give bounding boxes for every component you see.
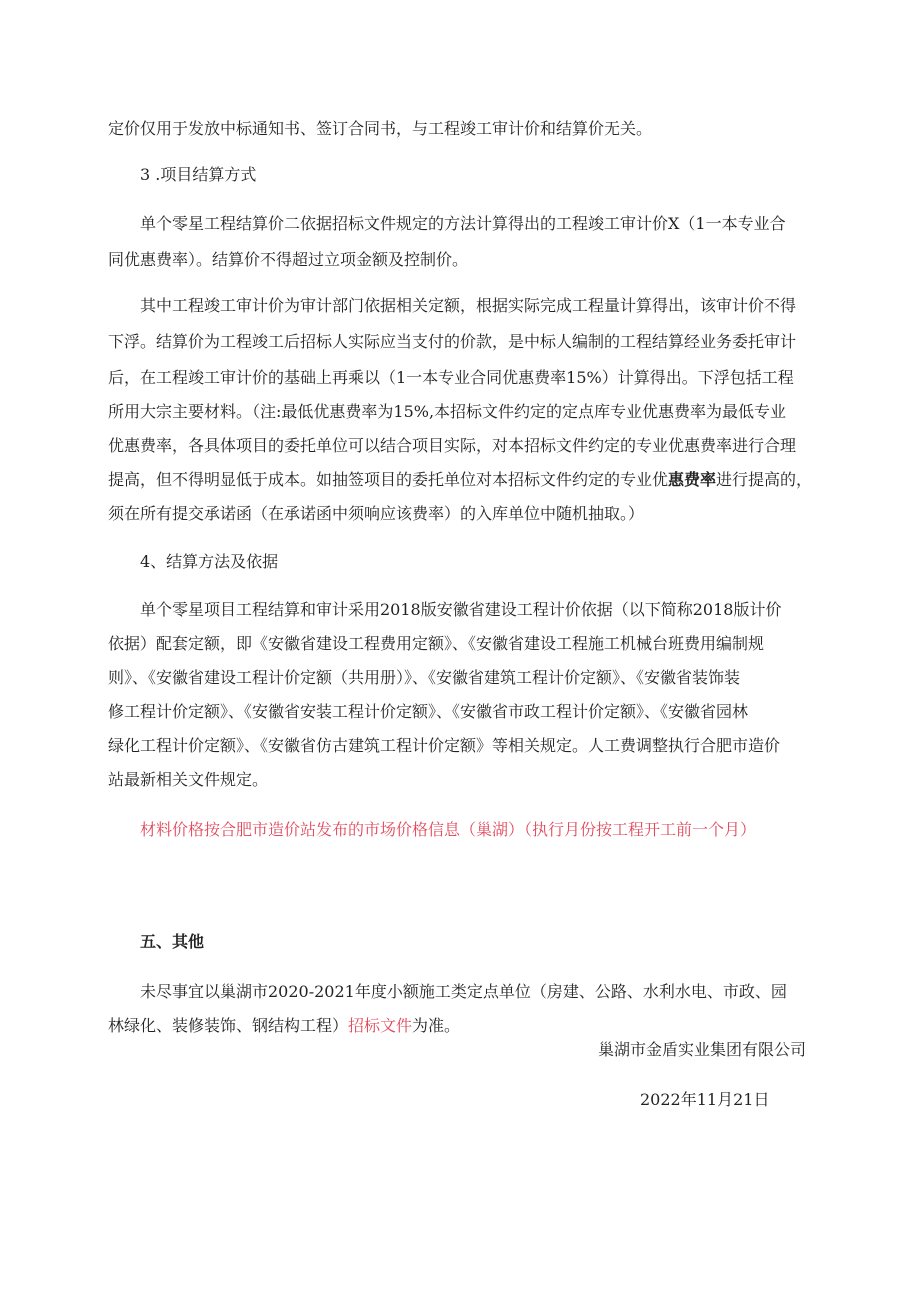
paragraph-line: 绿化工程计价定额》、《安徽省仿古建筑工程计价定额》等相关规定。人工费调整执行合肥市造价 (108, 736, 781, 755)
paragraph-line: 所用大宗主要材料。（注:最低优惠费率为15%,本招标文件约定的定点库专业优惠费率为最低专业 (108, 402, 787, 421)
paragraph-line (108, 470, 828, 490)
paragraph-line: 后，在工程竣工审计价的基础上再乘以（1一本专业合同优惠费率15%）计算得出。下浮包括工程 (108, 368, 794, 387)
section-heading-5: 五、其他 (140, 932, 205, 951)
paragraph-line: 下浮。结算价为工程竣工后招标人实际应当支付的价款，是中标人编制的工程结算经业务委托审计 (108, 332, 797, 351)
paragraph-line: 未尽事宜以巢湖市2020-2021年度小额施工类定点单位（房建、公路、水利水电、市政、园 (140, 982, 787, 1001)
paragraph-line: 须在所有提交承诺函（在承诺函中须响应该费率）的入库单位中随机抽取。） (108, 504, 645, 523)
signature-date: 2022年11月21日 (640, 1090, 770, 1109)
paragraph-line: 其中工程竣工审计价为审计部门依据相关定额，根据实际完成工程量计算得出，该审计价不得 (140, 296, 797, 315)
text-run: 为准。 (412, 1016, 461, 1035)
paragraph-line (108, 1016, 828, 1036)
paragraph-line: 单个零星工程结算价二依据招标文件规定的方法计算得出的工程竣工审计价X（1一本专业合 (140, 214, 786, 233)
text-run: 林绿化、装修装饰、钢结构工程） (108, 1016, 349, 1035)
paragraph-line: 站最新相关文件规定。 (108, 770, 269, 789)
section-heading-3: 3 .项目结算方式 (140, 165, 257, 184)
highlighted-text-run: 招标文件 (348, 1016, 413, 1035)
text-run: 提高，但不得明显低于成本。如抽签项目的委托单位对本招标文件约定的专业优 (108, 470, 669, 489)
paragraph-line: 同优惠费率）。结算价不得超过立项金额及控制价。 (108, 250, 469, 269)
signature-company: 巢湖市金盾实业集团有限公司 (598, 1040, 807, 1059)
highlighted-paragraph: 材料价格按合肥市造价站发布的市场价格信息（巢湖）（执行月份按工程开工前一个月） (140, 820, 757, 839)
paragraph-line: 修工程计价定额》、《安徽省安装工程计价定额》、《安徽省市政工程计价定额》、《安徽省园林 (108, 702, 749, 721)
paragraph-line: 单个零星项目工程结算和审计采用2018版安徽省建设工程计价依据（以下简称2018版计价 (140, 600, 782, 619)
paragraph-line: 定价仅用于发放中标通知书、签订合同书，与工程竣工审计价和结算价无关。 (108, 119, 653, 138)
bold-text-run: 惠费率 (668, 470, 717, 489)
text-run: 进行提高的， (716, 470, 813, 489)
paragraph-line: 优惠费率，各具体项目的委托单位可以结合项目实际，对本招标文件约定的专业优惠费率进行合理 (108, 436, 797, 455)
section-heading-4: 4、结算方法及依据 (140, 552, 279, 571)
paragraph-line: 则》、《安徽省建设工程计价定额（共用册）》、《安徽省建筑工程计价定额》、《安徽省装饰装 (108, 668, 741, 687)
paragraph-line: 依据）配套定额，即《安徽省建设工程费用定额》、《安徽省建设工程施工机械台班费用编制规 (108, 634, 765, 653)
